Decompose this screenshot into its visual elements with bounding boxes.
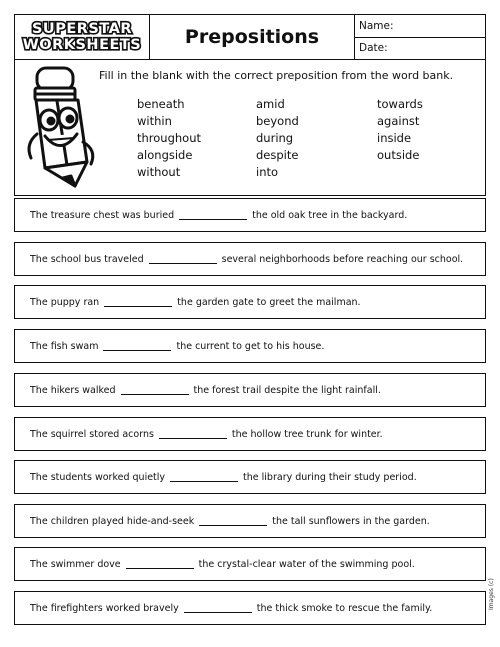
- word-bank-word: during: [256, 131, 294, 145]
- question-6: [14, 417, 486, 451]
- question-9: [14, 547, 486, 581]
- answer-blank[interactable]: [103, 341, 171, 351]
- question-text-after: the garden gate to greet the mailman.: [177, 296, 361, 308]
- question-text-after: the crystal-clear water of the swimming pool.: [198, 558, 415, 570]
- question-text-after: the current to get to his house.: [176, 340, 325, 352]
- word-bank-word: amid: [256, 97, 285, 111]
- word-bank-word: despite: [256, 148, 299, 162]
- question-text-before: The swimmer dove: [30, 558, 121, 570]
- answer-blank[interactable]: [149, 254, 217, 264]
- question-7: [14, 460, 486, 494]
- logo-line1: SUPERSTAR: [31, 21, 132, 37]
- answer-blank[interactable]: [126, 559, 194, 569]
- answer-blank[interactable]: [199, 516, 267, 526]
- superstar-worksheets-logo: [15, 15, 150, 59]
- question-1: [14, 198, 486, 232]
- logo-line2: WORKSHEETS: [22, 37, 142, 53]
- question-text-after: the forest trail despite the light rainfall.: [193, 384, 381, 396]
- word-bank-column-3: [377, 96, 423, 164]
- question-text-after: the hollow tree trunk for winter.: [231, 428, 383, 440]
- word-bank-word: outside: [377, 148, 420, 162]
- answer-blank[interactable]: [104, 297, 172, 307]
- question-text-before: The children played hide-and-seek: [30, 515, 195, 527]
- word-bank-word: towards: [377, 97, 423, 111]
- word-bank-word: without: [137, 165, 181, 179]
- pencil-mascot-icon: [21, 64, 109, 192]
- question-text-after: the old oak tree in the backyard.: [252, 209, 408, 221]
- date-field[interactable]: Date:: [359, 42, 388, 55]
- page-title: Prepositions: [150, 15, 355, 59]
- question-text-before: The students worked quietly: [30, 471, 166, 483]
- question-text-before: The puppy ran: [30, 296, 100, 308]
- question-4: [14, 329, 486, 363]
- answer-blank[interactable]: [179, 210, 247, 220]
- answer-blank[interactable]: [170, 472, 238, 482]
- question-10: [14, 591, 486, 625]
- question-text-after: the library during their study period.: [243, 471, 417, 483]
- question-2: [14, 242, 486, 276]
- question-text-after: the thick smoke to rescue the family.: [256, 602, 433, 614]
- question-8: [14, 504, 486, 538]
- answer-blank[interactable]: [184, 603, 252, 613]
- question-text-before: The squirrel stored acorns: [30, 428, 154, 440]
- word-bank-word: throughout: [137, 131, 202, 145]
- question-5: [14, 373, 486, 407]
- question-3: [14, 285, 486, 319]
- word-bank-word: into: [256, 165, 279, 179]
- question-text-before: The hikers walked: [30, 384, 116, 396]
- worksheet-header: [14, 14, 486, 60]
- question-text-after: the tall sunflowers in the garden.: [272, 515, 430, 527]
- name-field[interactable]: Name:: [355, 15, 485, 38]
- word-bank-word: within: [137, 114, 172, 128]
- word-bank-word: alongside: [137, 148, 193, 162]
- word-bank-column-2: [256, 96, 299, 181]
- word-bank-word: beneath: [137, 97, 185, 111]
- question-text-before: The firefighters worked bravely: [30, 602, 179, 614]
- instructions-text: Fill in the blank with the correct preposition from the word bank.: [99, 69, 454, 82]
- word-bank-section: [14, 60, 486, 196]
- question-text-before: The treasure chest was buried: [30, 209, 175, 221]
- image-copyright-notice: Images (c): [488, 578, 495, 610]
- word-bank-word: inside: [377, 131, 412, 145]
- name-date-box: [355, 15, 485, 59]
- question-text-before: The school bus traveled: [30, 253, 144, 265]
- word-bank-column-1: [137, 96, 201, 181]
- answer-blank[interactable]: [121, 385, 189, 395]
- word-bank-word: against: [377, 114, 420, 128]
- question-text-after: several neighborhoods before reaching our school.: [221, 253, 464, 265]
- answer-blank[interactable]: [159, 429, 227, 439]
- word-bank-word: beyond: [256, 114, 299, 128]
- question-text-before: The fish swam: [30, 340, 99, 352]
